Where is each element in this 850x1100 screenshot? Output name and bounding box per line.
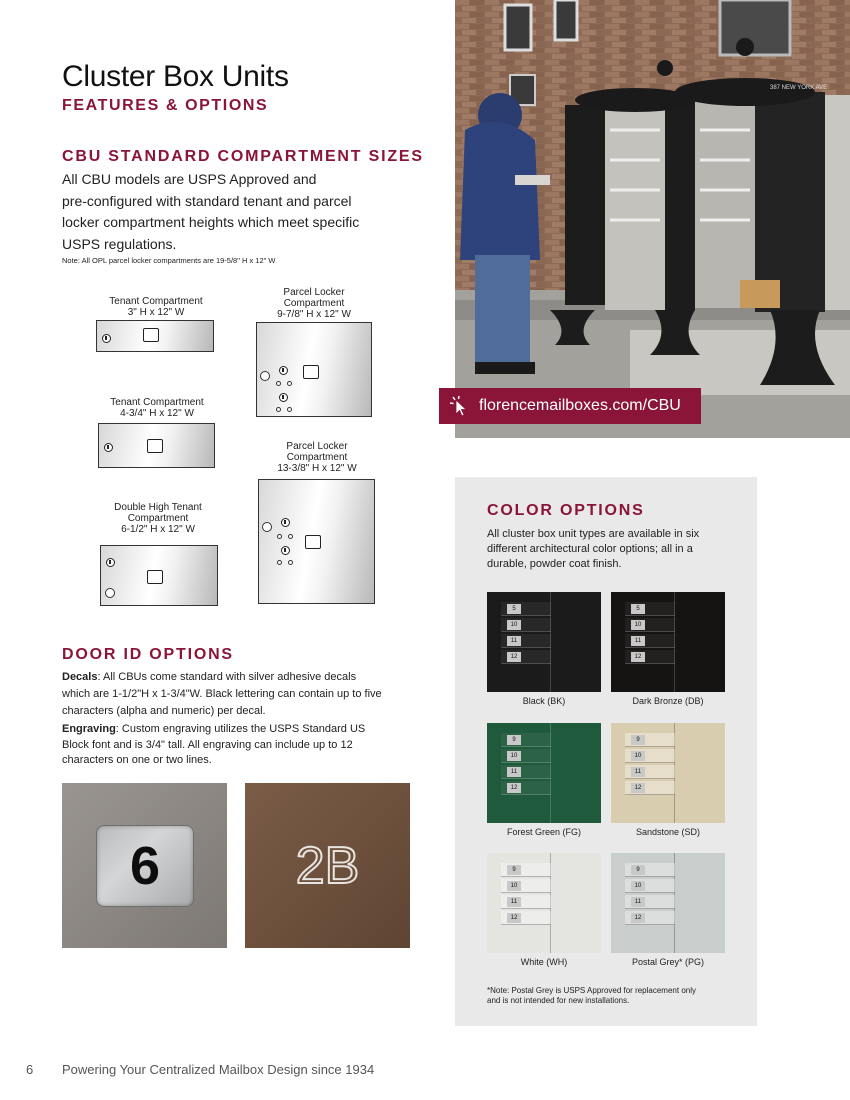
id-plate [143,328,159,342]
note-line: and is not intended for new installations. [487,996,630,1005]
mailbox-unit-illustration [625,853,675,953]
ring-icon [105,588,115,598]
mailbox-door [501,618,551,632]
label-line: Tenant Compartment [109,296,203,307]
rivet [287,407,292,412]
double-tenant-label [98,502,218,535]
mailbox-door [501,863,551,877]
engraving-label: Engraving [62,723,116,735]
engraving-line: characters on one or two lines. [62,754,212,766]
engraving-sample-image [245,783,410,948]
mailbox-door [625,765,675,779]
cbu-sign-text: 387 NEW YORK AVE [770,85,828,91]
parcel-9in-label [254,287,374,320]
door-number-tag: 5 [507,604,521,614]
parcel-locker-note: Note: All OPL parcel locker compartments are 19-5/8" H x 12" W [62,256,276,265]
door-number-tag: 12 [631,913,645,923]
mailbox-unit-illustration [501,853,551,953]
mailbox-door [501,634,551,648]
label-line: Compartment [127,513,189,524]
page-number: 6 [26,1062,34,1077]
rivet [276,407,281,412]
label-line: Compartment [283,298,345,309]
door-number-tag: 11 [507,897,521,907]
door-number-tag: 9 [631,865,645,875]
lock-icon [279,366,288,375]
door-number-tag: 11 [631,897,645,907]
mailbox-door [625,895,675,909]
footer-tagline: Powering Your Centralized Mailbox Design since 1934 [62,1062,375,1077]
mailbox-unit-illustration [625,592,675,692]
mailbox-unit-illustration [625,723,675,823]
cursor-click-icon [449,395,471,417]
label-line: Compartment [286,452,348,463]
color-swatch-label: Postal Grey* (PG) [631,957,705,967]
rivet [288,534,293,539]
lock-icon [279,393,288,402]
rivet [276,381,281,386]
lock-icon [106,558,115,567]
parcel-13in-door [258,479,375,604]
door-number-tag: 9 [631,735,645,745]
mailbox-door [501,733,551,747]
label-line: 6-1/2" H x 12" W [121,524,195,535]
label-line: Parcel Locker [286,441,348,452]
door-number-tag: 12 [507,783,521,793]
color-swatch-label: White (WH) [520,957,568,967]
lock-icon [104,443,113,452]
mailbox-door [625,634,675,648]
mailbox-door [625,618,675,632]
rivet [277,534,282,539]
id-plate [147,570,163,584]
cbu-sizes-line: USPS regulations. [62,235,177,252]
color-swatch [611,592,725,692]
label-line: 4-3/4" H x 12" W [120,408,194,419]
parcel-13in-label [257,441,377,474]
mailbox-door [625,602,675,616]
engraving-line: : Custom engraving utilizes the USPS Standard US [115,723,366,735]
door-number-tag: 10 [631,881,645,891]
label-line: Tenant Compartment [110,397,204,408]
decals-line: : All CBUs come standard with silver adhesive decals [97,671,357,683]
label-line: Double High Tenant [114,502,202,513]
mailbox-door [501,895,551,909]
mailbox-door [625,733,675,747]
color-options-line: All cluster box unit types are available in six [487,528,700,540]
postal-grey-note [487,986,752,1006]
color-swatch-label: Dark Bronze (DB) [632,696,704,706]
door-number-tag: 10 [507,751,521,761]
page-subtitle: FEATURES & OPTIONS [62,97,269,114]
cbu-photo [455,0,850,438]
cbu-sizes-line: All CBU models are USPS Approved and [62,171,317,187]
mailbox-door [501,879,551,893]
decals-line: which are 1-1/2"H x 1-3/4"W. Black lettering can contain up to five [62,688,382,700]
decals-label: Decals [62,671,98,683]
color-options-heading: COLOR OPTIONS [487,502,645,519]
engraving-line: Block font and is 3/4" tall. All engraving can include up to 12 [62,738,353,751]
color-swatch-label: Sandstone (SD) [635,827,701,837]
mail-carrier-photo [455,0,850,438]
color-options-body [487,527,747,572]
door-number-tag: 12 [631,652,645,662]
mailbox-door [625,781,675,795]
double-tenant-door [100,545,218,606]
id-plate [147,439,163,453]
door-number-tag: 9 [507,735,521,745]
mailbox-door [625,863,675,877]
mailbox-door [501,650,551,664]
door-number-tag: 12 [631,783,645,793]
color-swatch [611,723,725,823]
color-swatch [487,592,601,692]
mailbox-door [501,765,551,779]
decal-number: 6 [129,836,161,896]
decals-line: characters (alpha and numeric) per decal. [62,705,266,717]
mailbox-door [625,650,675,664]
door-number-tag: 12 [507,913,521,923]
mailbox-door [501,602,551,616]
door-number-tag: 11 [507,636,521,646]
website-url-banner[interactable] [439,388,701,424]
door-number-tag: 10 [631,620,645,630]
cbu-sizes-line: locker compartment heights which meet specific [62,214,360,230]
tenant-3in-door [96,320,214,352]
color-swatch-label: Forest Green (FG) [506,827,581,837]
engraving-characters: 2B [295,836,360,895]
door-number-tag: 11 [507,767,521,777]
ring-icon [262,522,272,532]
cbu-sizes-body [62,169,442,255]
label-line: 9-7/8" H x 12" W [277,309,351,320]
decal-sample-image [62,783,227,948]
ring-icon [260,371,270,381]
door-number-tag: 9 [507,865,521,875]
color-options-line: different architectural color options; all in a [487,543,693,555]
tenant-4in-label [97,397,217,419]
label-line: Parcel Locker [283,287,345,298]
lock-icon [281,546,290,555]
color-swatch [611,853,725,953]
website-url[interactable]: florencemailboxes.com/CBU [479,397,681,414]
door-number-tag: 12 [507,652,521,662]
label-line: 3" H x 12" W [127,307,185,318]
label-line: 13-3/8" H x 12" W [277,463,357,474]
color-options-line: durable, powder coat finish. [487,558,622,570]
door-number-tag: 10 [631,751,645,761]
color-swatch [487,853,601,953]
mailbox-door [501,749,551,763]
mailbox-door [625,749,675,763]
tenant-3in-label [96,296,216,318]
mailbox-unit-illustration [501,723,551,823]
lock-icon [102,334,111,343]
color-swatch-label: Black (BK) [522,696,566,706]
door-number-tag: 11 [631,636,645,646]
mailbox-door [501,781,551,795]
lock-icon [281,518,290,527]
note-line: *Note: Postal Grey is USPS Approved for replacement only [487,986,696,995]
door-number-tag: 11 [631,767,645,777]
mailbox-unit-illustration [501,592,551,692]
mailbox-door [501,911,551,925]
id-plate [303,365,319,379]
cbu-sizes-heading: CBU STANDARD COMPARTMENT SIZES [62,148,424,165]
engraving-text [62,722,437,769]
door-number-tag: 5 [631,604,645,614]
parcel-9in-door [256,322,372,417]
door-number-tag: 10 [507,881,521,891]
rivet [288,560,293,565]
door-id-heading: DOOR ID OPTIONS [62,646,234,663]
rivet [277,560,282,565]
page-title: Cluster Box Units [62,60,289,93]
decals-text [62,669,437,720]
door-number-tag: 10 [507,620,521,630]
id-plate [305,535,321,549]
mailbox-door [625,879,675,893]
tenant-4in-door [98,423,215,468]
mailbox-door [625,911,675,925]
rivet [287,381,292,386]
cbu-sizes-line: pre-configured with standard tenant and parcel [62,192,352,209]
color-swatch [487,723,601,823]
